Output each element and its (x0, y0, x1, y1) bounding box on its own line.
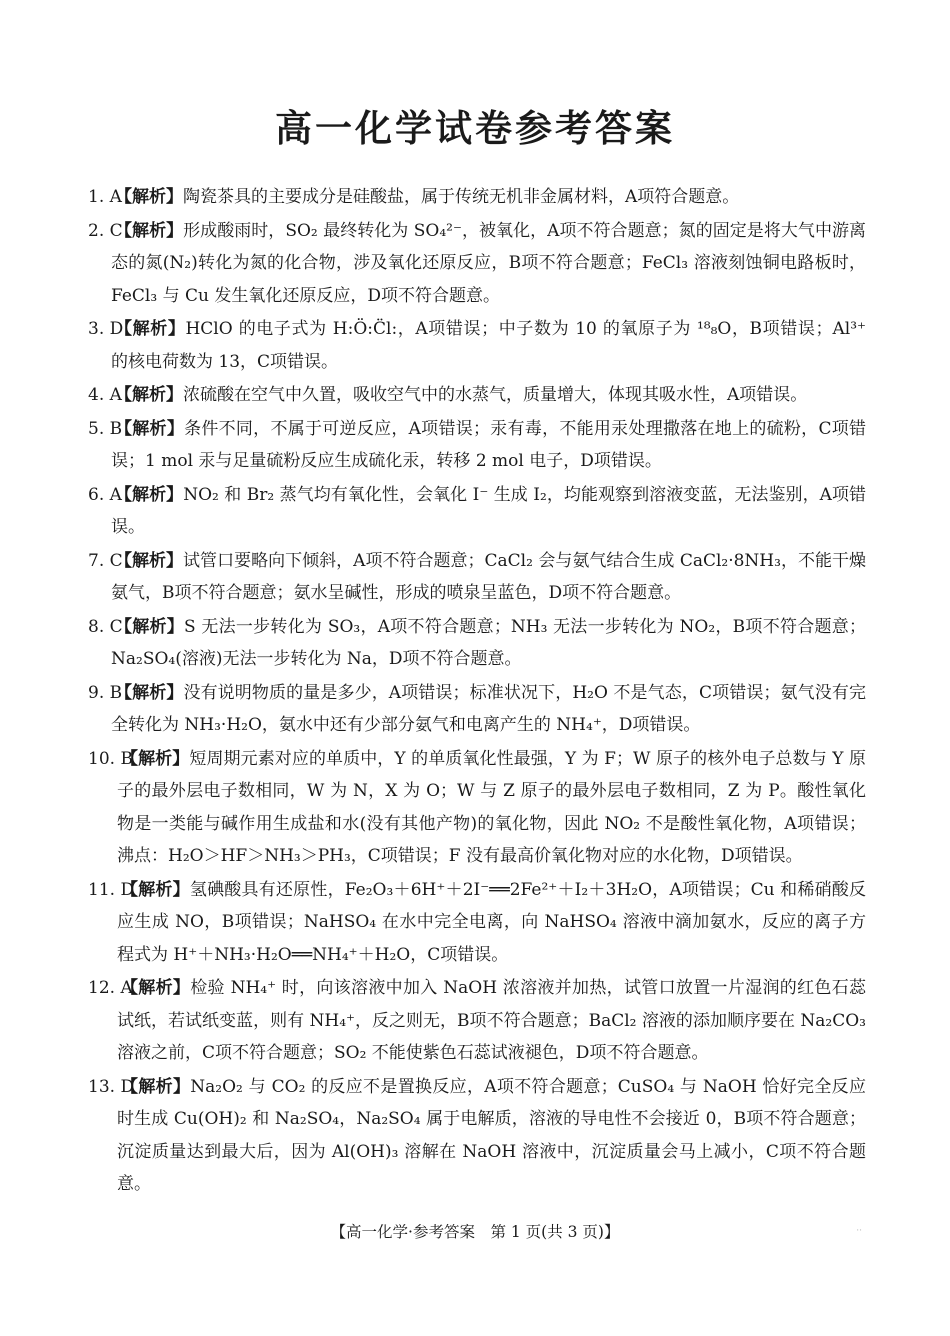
answer-number: 10. B (88, 748, 133, 769)
analysis-tag: 【解析】 (121, 978, 191, 998)
answer-number: 9. B (88, 682, 123, 703)
answer-text: S 无法一步转化为 SO₃，A项不符合题意；NH₃ 无法一步转化为 NO₂，B项不符合题意；Na₂SO₄(溶液)无法一步转化为 Na，D项不符合题意。 (111, 616, 866, 669)
analysis-tag: 【解析】 (115, 682, 184, 703)
answer-item (88, 545, 866, 610)
analysis-tag: 【解析】 (115, 385, 183, 405)
answer-number: 13. D (88, 1076, 135, 1097)
answer-item (88, 181, 866, 214)
answer-text: 条件不同，不属于可逆反应，A项错误；汞有毒，不能用汞处理撒落在地上的硫粉，C项错误；1 mol 汞与足量硫粉反应生成硫化汞，转移 2 mol 电子，D项错误。 (111, 418, 866, 471)
answer-number: 7. C (88, 550, 123, 571)
page-footer: 【高一化学·参考答案 第 1 页(共 3 页)】 (330, 1223, 620, 1241)
answer-number: 12. A (88, 978, 133, 998)
analysis-tag: 【解析】 (115, 187, 183, 207)
answer-text: 浓硫酸在空气中久置，吸收空气中的水蒸气，质量增大，体现其吸水性，A项错误。 (183, 385, 808, 405)
analysis-tag: 【解析】 (115, 418, 185, 439)
answer-number: 11. D (88, 879, 135, 900)
answer-text: HClO 的电子式为 H:Ö:C̈l:，A项错误；中子数为 10 的氧原子为 ¹⁸₈O，B项错误；Al³⁺ 的核电荷数为 13，C项错误。 (111, 319, 867, 372)
answer-item (88, 313, 866, 378)
answer-number: 2. C (88, 220, 123, 241)
answer-item (88, 215, 866, 313)
analysis-tag: 【解析】 (115, 319, 186, 339)
analysis-tag: 【解析】 (121, 879, 190, 900)
answer-text: 陶瓷茶具的主要成分是硅酸盐，属于传统无机非金属材料，A项符合题意。 (183, 187, 740, 207)
answer-item (88, 874, 866, 972)
answer-item (88, 677, 866, 742)
answer-text: 检验 NH₄⁺ 时，向该溶液中加入 NaOH 浓溶液并加热，试管口放置一片湿润的红色石蕊试纸，若试纸变蓝，则有 NH₄⁺，反之则无，B项不符合题意；BaCl₂ 溶液的添加顺序要在 Na₂CO₃ 溶液之前，C项不符合题意；SO₂ 不能使紫色石蕊试液褪色，D项不符合题意。 (117, 978, 867, 1063)
answer-number: 3. D (88, 319, 124, 339)
corner-mark: ·· (856, 1226, 862, 1236)
answer-item (88, 743, 866, 873)
answer-text: 形成酸雨时，SO₂ 最终转化为 SO₄²⁻，被氧化，A项不符合题意；氮的固定是将大气中游离态的氮(N₂)转化为氮的化合物，涉及氧化还原反应，B项不符合题意；FeCl₃ 溶液刻蚀铜电路板时，FeCl₃ 与 Cu 发生氧化还原反应，D项不符合题意。 (111, 220, 867, 306)
answer-number: 4. A (88, 385, 122, 405)
answer-item (88, 479, 866, 544)
answer-list (88, 181, 866, 1202)
analysis-tag: 【解析】 (121, 748, 190, 769)
answer-text: 氢碘酸具有还原性，Fe₂O₃＋6H⁺＋2I⁻══2Fe²⁺＋I₂＋3H₂O，A项错误；Cu 和稀硝酸反应生成 NO，B项错误；NaHSO₄ 在水中完全电离，向 NaHSO₄ 溶液中滴加氨水，反应的离子方程式为 H⁺＋NH₃·H₂O══NH₄⁺＋H₂O，C项错误。 (117, 879, 867, 965)
answer-number: 5. B (88, 418, 123, 439)
answer-number: 1. A (88, 187, 122, 207)
page-title: 高一化学试卷参考答案 (275, 107, 675, 150)
answer-item (88, 972, 866, 1070)
analysis-tag: 【解析】 (115, 484, 184, 505)
answer-number: 8. C (88, 616, 123, 637)
answer-item (88, 379, 866, 412)
answer-number: 6. A (88, 484, 122, 505)
answer-text: Na₂O₂ 与 CO₂ 的反应不是置换反应，A项不符合题意；CuSO₄ 与 NaOH 恰好完全反应时生成 Cu(OH)₂ 和 Na₂SO₄，Na₂SO₄ 属于电解质，溶液的导电性不会接近 0，B项不符合题意；沉淀质量达到最大后，因为 Al(OH)₃ 溶解在 NaOH 溶液中，沉淀质量会马上减小，C项不符合题意。 (117, 1076, 866, 1194)
answer-text: 短周期元素对应的单质中，Y 的单质氧化性最强，Y 为 F；W 原子的核外电子总数与 Y 原子的最外层电子数相同，W 为 N，X 为 O；W 与 Z 原子的最外层电子数相同，Z 为 P。酸性氧化物是一类能与碱作用生成盐和水(没有其他产物)的氧化物，因此 NO₂ 不是酸性氧化物，A项错误；沸点：H₂O＞HF＞NH₃＞PH₃，C项错误；F 没有最高价氧化物对应的水化物，D项错误。 (117, 748, 867, 866)
answer-text: NO₂ 和 Br₂ 蒸气均有氧化性，会氧化 I⁻ 生成 I₂，均能观察到溶液变蓝，无法鉴别，A项错误。 (111, 484, 866, 537)
answer-text: 试管口要略向下倾斜，A项不符合题意；CaCl₂ 会与氨气结合生成 CaCl₂·8NH₃，不能干燥氨气，B项不符合题意；氨水呈碱性，形成的喷泉呈蓝色，D项不符合题意。 (111, 550, 867, 603)
answer-text: 没有说明物质的量是多少，A项错误；标准状况下，H₂O 不是气态，C项错误；氨气没有完全转化为 NH₃·H₂O，氨水中还有少部分氨气和电离产生的 NH₄⁺，D项错误。 (111, 682, 867, 735)
analysis-tag: 【解析】 (115, 616, 185, 637)
analysis-tag: 【解析】 (115, 550, 184, 571)
analysis-tag: 【解析】 (121, 1076, 191, 1097)
answer-item (88, 611, 866, 676)
analysis-tag: 【解析】 (115, 220, 184, 241)
answer-item (88, 1071, 866, 1201)
answer-item (88, 413, 866, 478)
